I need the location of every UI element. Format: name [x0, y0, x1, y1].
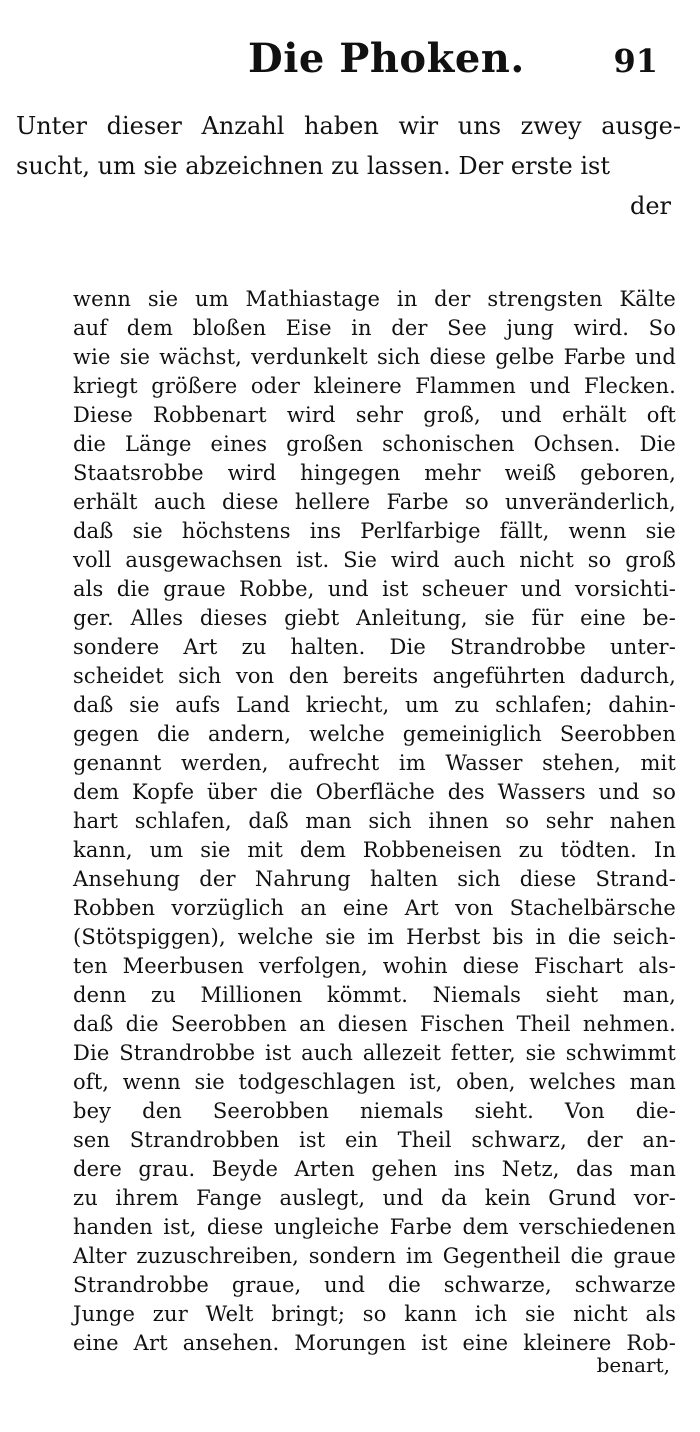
body-line: genannt werden, aufrecht im Wasser stehen, mit [73, 751, 676, 775]
body-line: (Stötspiggen), welche sie im Herbst bis in die seich- [73, 925, 676, 949]
intro-line: sucht, um sie abzeichnen zu lassen. Der erste ist [16, 152, 610, 180]
body-line: Staatsrobbe wird hingegen mehr weiß geboren, [73, 461, 676, 485]
body-line: bey den Seerobben niemals sieht. Von die- [73, 1099, 676, 1123]
body-line: kann, um sie mit dem Robbeneisen zu tödten. In [73, 838, 676, 862]
body-text [73, 285, 676, 1358]
running-title: Die Phoken. [248, 35, 525, 82]
body-line: zu ihrem Fange auslegt, und da kein Grund vor- [73, 1186, 676, 1210]
body-line: Ansehung der Nahrung halten sich diese Strand- [73, 867, 676, 891]
body-line: oft, wenn sie todgeschlagen ist, oben, welches man [73, 1070, 676, 1094]
body-line: dem Kopfe über die Oberfläche des Wassers und so [73, 780, 676, 804]
body-line: scheidet sich von den bereits angeführten dadurch, [73, 664, 676, 688]
body-line: kriegt größere oder kleinere Flammen und Flecken. [73, 374, 676, 398]
body-line: handen ist, diese ungleiche Farbe dem verschiedenen [73, 1215, 676, 1239]
intro-paragraph [16, 106, 681, 226]
body-line: sondere Art zu halten. Die Strandrobbe unter- [73, 635, 676, 659]
body-line: auf dem bloßen Eise in der See jung wird. So [73, 316, 676, 340]
body-line: als die graue Robbe, und ist scheuer und vorsichti- [73, 577, 676, 601]
body-line: wenn sie um Mathiastage in der strengsten Kälte [73, 287, 676, 311]
body-line: die Länge eines großen schonischen Ochsen. Die [73, 432, 676, 456]
body-line: daß die Seerobben an diesen Fischen Theil nehmen. [73, 1012, 676, 1036]
body-line: daß sie höchstens ins Perlfarbige fällt, wenn sie [73, 519, 676, 543]
intro-line: Unter dieser Anzahl haben wir uns zwey ausge- [16, 112, 681, 140]
body-line: Diese Robbenart wird sehr groß, und erhält oft [73, 403, 676, 427]
body-line: erhält auch diese hellere Farbe so unveränderlich, [73, 490, 676, 514]
page-catchword: benart, [596, 1353, 670, 1377]
body-line: sen Strandrobben ist ein Theil schwarz, der an- [73, 1128, 676, 1152]
body-line: Die Strandrobbe ist auch allezeit fetter, sie schwimmt [73, 1041, 676, 1065]
body-line: wie sie wächst, verdunkelt sich diese gelbe Farbe und [73, 345, 676, 369]
body-line: gegen die andern, welche gemeiniglich Seerobben [73, 722, 676, 746]
page-number: 91 [613, 42, 658, 80]
body-line: ten Meerbusen verfolgen, wohin diese Fischart als- [73, 954, 676, 978]
body-line: Junge zur Welt bringt; so kann ich sie nicht als [73, 1302, 676, 1326]
body-line: eine Art ansehen. Morungen ist eine kleinere Rob- [73, 1331, 676, 1355]
body-line: dere grau. Beyde Arten gehen ins Netz, das man [73, 1157, 676, 1181]
body-line: daß sie aufs Land kriecht, um zu schlafen; dahin- [73, 693, 676, 717]
body-line: ger. Alles dieses giebt Anleitung, sie für eine be- [73, 606, 676, 630]
body-line: hart schlafen, daß man sich ihnen so sehr nahen [73, 809, 676, 833]
running-head [0, 34, 700, 84]
body-line: Alter zuzuschreiben, sondern im Gegentheil die graue [73, 1244, 676, 1268]
body-line: voll ausgewachsen ist. Sie wird auch nicht so groß [73, 548, 676, 572]
body-line: Robben vorzüglich an eine Art von Stachelbärsche [73, 896, 676, 920]
intro-catchword: der [629, 192, 671, 220]
body-line: Strandrobbe graue, und die schwarze, schwarze [73, 1273, 676, 1297]
body-line: denn zu Millionen kömmt. Niemals sieht man, [73, 983, 676, 1007]
